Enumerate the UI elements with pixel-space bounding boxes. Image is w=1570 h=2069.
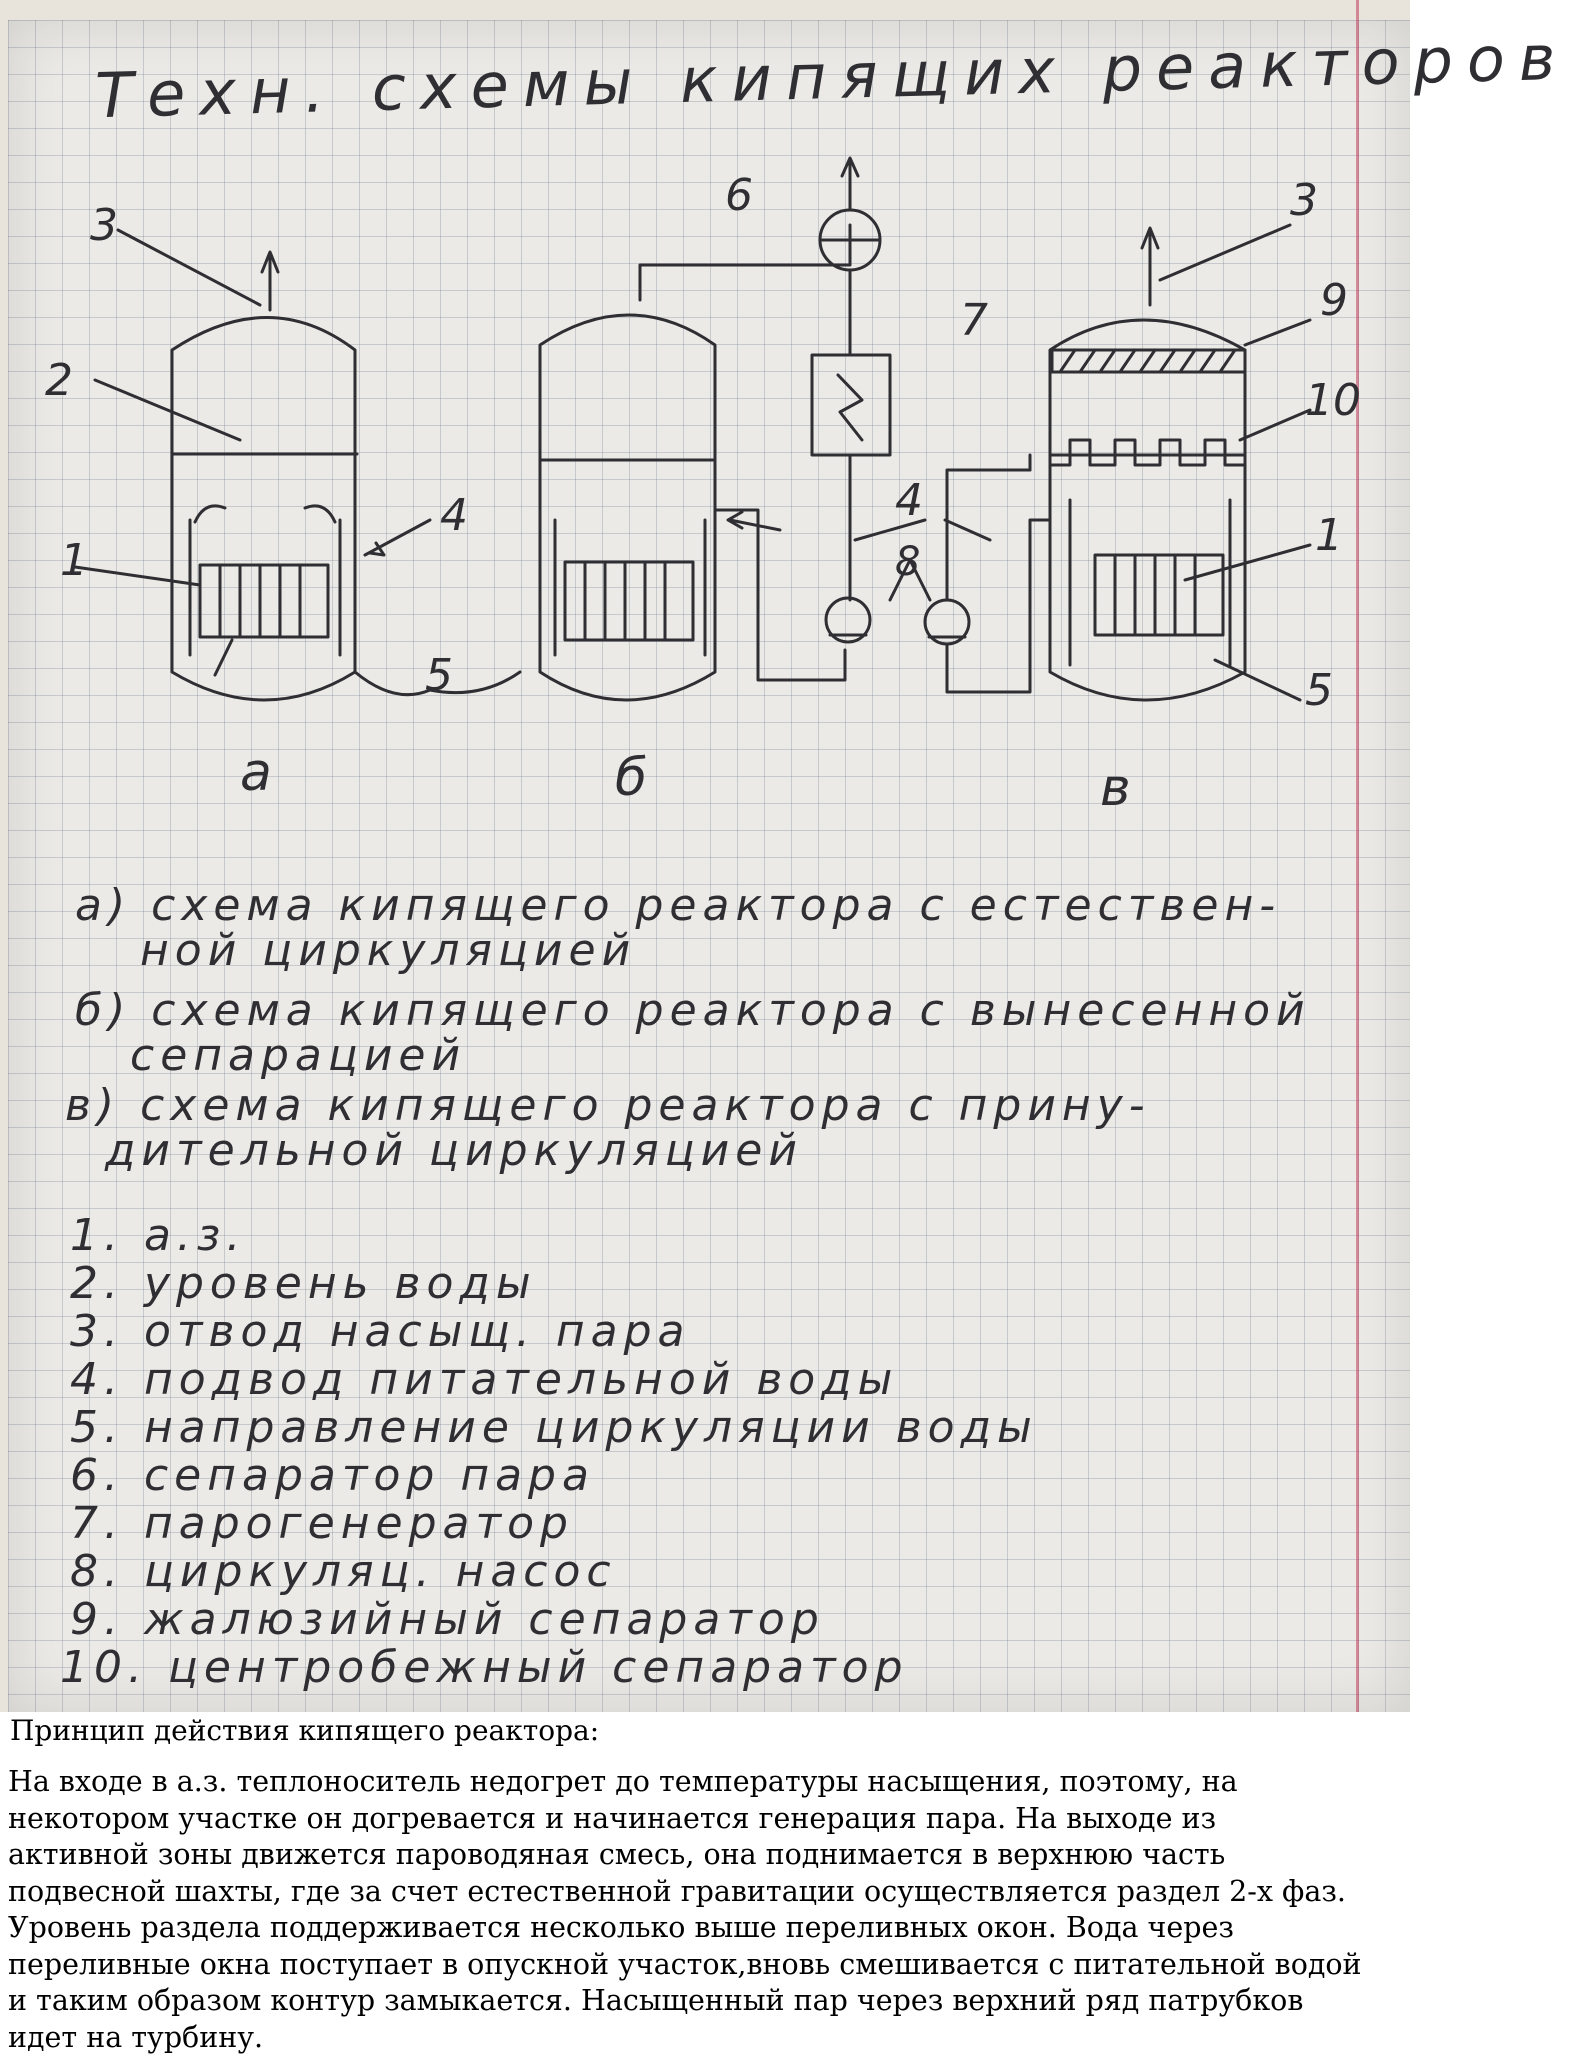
typed-line: некотором участке он догревается и начинается генерация пара. На выходе из	[8, 1801, 1217, 1835]
label-3-c: 3	[1290, 175, 1318, 226]
label-1-c: 1	[1315, 510, 1343, 561]
caption-line: дительной циркуляцией	[105, 1125, 803, 1176]
label-5-c: 5	[1305, 665, 1333, 716]
legend-item: 3. отвод насыщ. пара	[70, 1306, 691, 1357]
label-8: 8	[895, 539, 921, 585]
label-4-a: 4	[440, 490, 468, 541]
legend-item: 4. подвод питательной воды	[70, 1354, 899, 1405]
caption-line: сепарацией	[130, 1030, 467, 1081]
caption-line: ной циркуляцией	[140, 925, 637, 976]
label-4-b: 4	[895, 475, 923, 526]
label-6: 6	[725, 170, 753, 221]
centrifugal-separator-10	[1052, 440, 1245, 465]
label-2: 2	[45, 355, 73, 406]
label-3-a: 3	[90, 200, 118, 251]
label-5: 5	[425, 650, 453, 701]
typed-line: идет на турбину.	[8, 2020, 264, 2054]
leader-3-a	[118, 230, 260, 305]
typed-line: активной зоны движется пароводяная смесь, она поднимается в верхнюю часть	[8, 1838, 1226, 1871]
letter-a: а	[240, 743, 272, 803]
typed-line: переливные окна поступает в опускной участок,вновь смешивается с питательной водой	[8, 1947, 1362, 1981]
reactor-c-vessel	[1015, 228, 1245, 700]
legend-item: 1. а.з.	[70, 1210, 247, 1261]
reactor-b-vessel	[540, 225, 850, 700]
legend-item: 7. парогенератор	[70, 1498, 574, 1549]
leader-4-a	[365, 520, 430, 555]
letter-c: в	[1100, 758, 1131, 818]
typed-line: подвесной шахты, где за счет естественной гравитации осуществляется раздел 2-х фаз.	[8, 1874, 1346, 1908]
label-10: 10	[1305, 375, 1361, 426]
legend-item: 9. жалюзийный сепаратор	[70, 1594, 825, 1645]
legend-item: 8. циркуляц. насос	[70, 1546, 617, 1597]
reactor-schemes-diagram	[0, 0, 1410, 860]
legend-item: 5. направление циркуляции воды	[70, 1402, 1038, 1453]
legend-item: 6. сепаратор пара	[70, 1450, 595, 1501]
reactor-a-vessel	[172, 252, 357, 700]
label-9: 9	[1320, 275, 1348, 326]
leader-2	[95, 380, 240, 440]
caption-line: б) схема кипящего реактора с вынесенной	[75, 985, 1311, 1036]
leader-10	[1240, 410, 1310, 440]
label-1-a: 1	[60, 535, 88, 586]
label-7: 7	[960, 295, 988, 346]
letter-b: б	[615, 748, 648, 808]
leader-1-c	[1185, 545, 1310, 580]
typed-title: Принцип действия кипящего реактора:	[10, 1714, 600, 1747]
leader-3-c	[1160, 225, 1290, 280]
caption-line: в) схема кипящего реактора с прину-	[65, 1080, 1151, 1131]
legend-item: 10. центробежный сепаратор	[60, 1642, 909, 1693]
legend-item: 2. уровень воды	[70, 1258, 537, 1309]
caption-line: а) схема кипящего реактора с естествен-	[75, 880, 1282, 931]
leader-9	[1245, 320, 1310, 345]
handwritten-title: Техн. схемы кипящих реакторов	[94, 20, 1570, 133]
typed-line: и таким образом контур замыкается. Насыщенный пар через верхний ряд патрубков	[8, 1984, 1304, 2017]
typed-explanation	[0, 1712, 1410, 2069]
typed-body	[8, 1764, 1408, 2056]
leader-1-a	[75, 567, 200, 585]
typed-line: На входе в а.з. теплоноситель недогрет до температуры насыщения, поэтому, на	[8, 1765, 1238, 1798]
typed-line: Уровень раздела поддерживается несколько выше переливных окон. Вода через	[8, 1911, 1234, 1944]
